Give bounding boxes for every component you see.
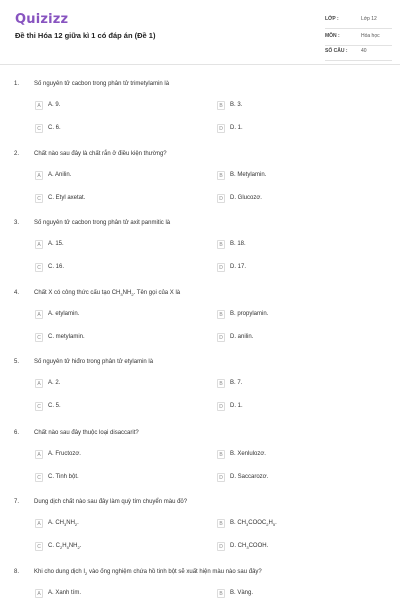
option-letter-box: A <box>35 379 43 388</box>
option-letter-box: B <box>217 450 225 459</box>
option-letter-box: B <box>217 589 225 598</box>
option-letter-box: C <box>35 473 43 482</box>
meta-subject-label: MÔN : <box>325 33 340 39</box>
meta-count <box>325 44 392 61</box>
option-letter-box: A <box>35 450 43 459</box>
question-number: 8. <box>14 569 20 575</box>
question-number: 4. <box>14 290 20 296</box>
option-letter-box: D <box>217 124 225 133</box>
option-letter-box: B <box>217 101 225 110</box>
meta-count-label: SỐ CÂU : <box>325 48 348 54</box>
option-text: C. Tinh bột. <box>48 474 79 480</box>
option-letter-box: C <box>35 333 43 342</box>
question-item <box>0 290 400 341</box>
option-text: B. Metylamin. <box>230 172 267 178</box>
option-letter-box: D <box>217 194 225 203</box>
option-letter-box: B <box>217 519 225 528</box>
option-text: D. Saccarozơ. <box>230 474 269 480</box>
question-text: Số nguyên tử hiđro trong phân tử etylamin là <box>34 359 154 365</box>
worksheet-header <box>0 0 400 65</box>
option-text: D. 1. <box>230 125 243 131</box>
question-item <box>0 151 400 202</box>
option-text: B. propylamin. <box>230 311 269 317</box>
question-item <box>0 220 400 271</box>
worksheet-title: Đề thi Hóa 12 giữa kì 1 có đáp án (Đề 1) <box>15 31 156 40</box>
option-text: A. Xanh tím. <box>48 590 82 596</box>
option-letter-box: C <box>35 402 43 411</box>
question-text: Số nguyên tử cacbon trong phân tử axit panmitic là <box>34 220 171 226</box>
question-number: 5. <box>14 359 20 365</box>
option-text: C. 6. <box>48 125 61 131</box>
meta-subject-value: Hóa học <box>361 33 380 39</box>
meta-count-value: 40 <box>361 48 367 54</box>
question-text: Chất nào sau đây là chất rắn ở điều kiện thường? <box>34 151 167 157</box>
option-letter-box: D <box>217 402 225 411</box>
option-text: C. 5. <box>48 403 61 409</box>
option-letter-box: D <box>217 263 225 272</box>
option-letter-box: D <box>217 542 225 551</box>
option-text: A. Fructozơ. <box>48 451 81 457</box>
option-text: B. 7. <box>230 380 243 386</box>
question-item <box>0 569 400 597</box>
meta-grade <box>325 12 392 29</box>
option-letter-box: C <box>35 542 43 551</box>
option-text: C. $C_2H_5NH_2$. <box>48 543 82 551</box>
option-letter-box: B <box>217 310 225 319</box>
option-text: B. Xenlulozơ. <box>230 451 266 457</box>
option-letter-box: A <box>35 310 43 319</box>
question-number: 1. <box>14 81 20 87</box>
option-text: A. 9. <box>48 102 61 108</box>
question-number: 6. <box>14 430 20 436</box>
option-text: B. 18. <box>230 241 246 247</box>
question-text: Số nguyên tử cacbon trong phân tử trimetylamin là <box>34 81 170 87</box>
option-letter-box: C <box>35 124 43 133</box>
option-text: A. 15. <box>48 241 64 247</box>
option-letter-box: A <box>35 240 43 249</box>
option-text: D. 1. <box>230 403 243 409</box>
option-letter-box: D <box>217 473 225 482</box>
option-letter-box: B <box>217 171 225 180</box>
question-number: 3. <box>14 220 20 226</box>
option-text: B. $CH_3COOC_2H_5$. <box>230 520 277 528</box>
option-letter-box: A <box>35 101 43 110</box>
option-text: C. metylamin. <box>48 334 85 340</box>
option-text: A. etylamin. <box>48 311 80 317</box>
option-letter-box: A <box>35 519 43 528</box>
question-item <box>0 359 400 410</box>
question-number: 2. <box>14 151 20 157</box>
option-letter-box: A <box>35 589 43 598</box>
option-text: C. Etyl axetat. <box>48 195 86 201</box>
option-text: C. 16. <box>48 264 65 270</box>
option-letter-box: B <box>217 240 225 249</box>
option-letter-box: A <box>35 171 43 180</box>
question-item <box>0 81 400 132</box>
quizizz-logo: Quizizz <box>15 12 69 27</box>
option-letter-box: C <box>35 263 43 272</box>
question-text: Khi cho dung dịch $I_2$ vào ống nghiệm chứa hồ tinh bột sẽ xuất hiện màu nào sau đây? <box>34 569 262 577</box>
option-letter-box: B <box>217 379 225 388</box>
option-letter-box: C <box>35 194 43 203</box>
option-text: A. $CH_3NH_2$. <box>48 520 79 528</box>
meta-grade-value: Lớp 12 <box>361 16 377 22</box>
meta-grade-label: LỚP : <box>325 16 339 22</box>
option-text: B. Vàng. <box>230 590 254 596</box>
option-text: A. 2. <box>48 380 61 386</box>
question-item <box>0 430 400 481</box>
question-text: Chất X có công thức cấu tạo $CH_3NH_2$. Tên gọi của X là <box>34 290 181 298</box>
option-text: D. Glucozơ. <box>230 195 262 201</box>
option-letter-box: D <box>217 333 225 342</box>
question-item <box>0 499 400 551</box>
option-text: D. 17. <box>230 264 247 270</box>
option-text: D. anilin. <box>230 334 254 340</box>
option-text: D. $CH_3COOH$. <box>230 543 269 551</box>
question-text: Chất nào sau đây thuộc loại disaccarit? <box>34 430 139 436</box>
question-text: Dung dịch chất nào sau đây làm quỳ tím chuyển màu đỏ? <box>34 499 188 505</box>
question-number: 7. <box>14 499 20 505</box>
option-text: A. Anilin. <box>48 172 72 178</box>
option-text: B. 3. <box>230 102 243 108</box>
